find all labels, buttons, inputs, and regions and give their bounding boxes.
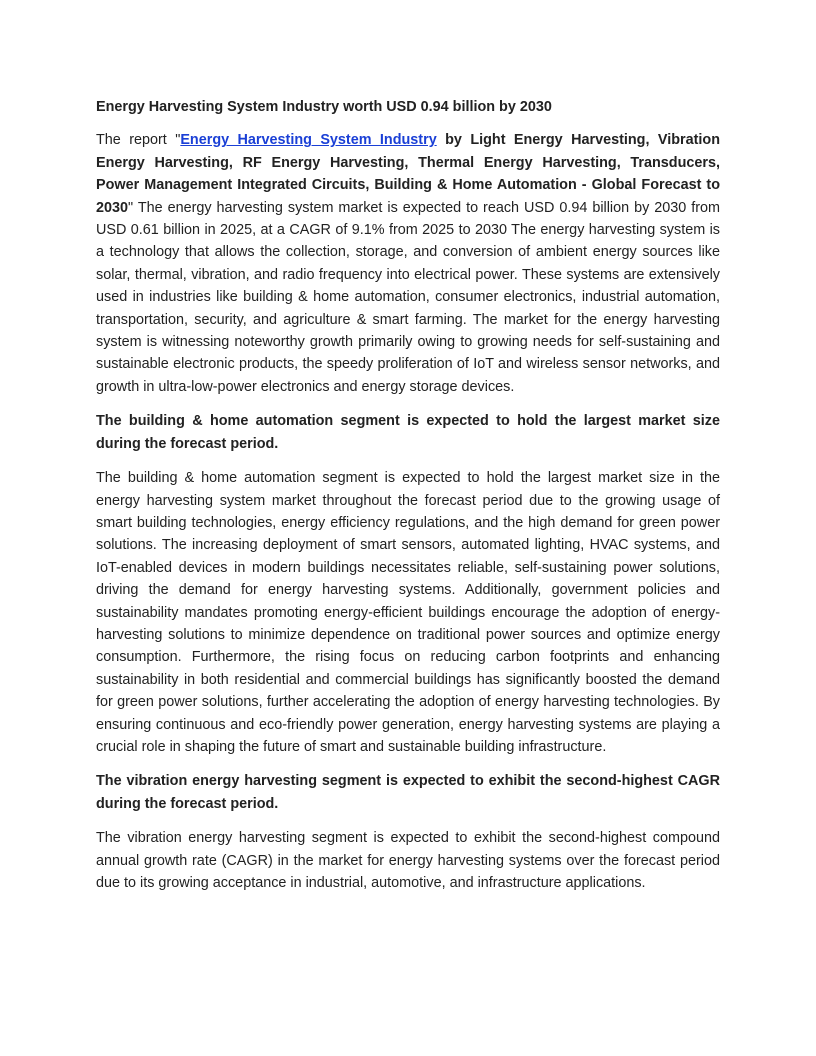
intro-body: " The energy harvesting system market is expected to reach USD 0.94 billion by 2030 from USD 0.61 billion in 2025, at a CAGR of 9.1% from 2025 to 2030 The energy harvesting system is a technology that allows the collection, storage, and conversion of ambient energy sources like solar, thermal, vibration, and radio frequency into electrical power. These systems are extensively used in industries like building & home automation, consumer electronics, industrial automation, transportation, security, and agriculture & smart farming. The market for the energy harvesting system is witnessing noteworthy growth primarily owing to growing needs for self-sustaining and sustainable electronic products, the speedy proliferation of IoT and wireless sensor networks, and growth in ultra-low-power electronics and energy storage devices. <box>96 199 720 395</box>
intro-prefix: The report " <box>96 132 181 149</box>
document-page <box>96 96 720 906</box>
intro-paragraph <box>96 129 720 398</box>
report-title-bold: by Light Energy Harvesting, Vibration Energy Harvesting, RF Energy Harvesting, Thermal Energy Harvesting, Transducers, Power Management Integrated Circuits, Building & Home Automation - Global Forecast to 2030 <box>96 132 720 216</box>
section-heading-building-automation: The building & home automation segment is expected to hold the largest market size during the forecast period. <box>96 413 720 452</box>
section-body-building-automation: The building & home automation segment is expected to hold the largest market size in the energy harvesting system market throughout the forecast period due to the growing usage of smart building technologies, energy efficiency regulations, and the high demand for green power solutions. The increasing deployment of smart sensors, automated lighting, HVAC systems, and IoT-enabled devices in modern buildings necessitates reliable, self-sustaining power solutions, driving the demand for energy harvesting systems. Additionally, government policies and sustainability mandates promoting energy-efficient buildings encourage the adoption of energy-harvesting solutions to minimize dependence on traditional power sources and optimize energy consumption. Furthermore, the rising focus on reducing carbon footprints and enhancing sustainability in both residential and commercial buildings has significantly boosted the demand for green power solutions, further accelerating the adoption of energy harvesting technologies. By ensuring continuous and eco-friendly power generation, energy harvesting systems are playing a crucial role in shaping the future of smart and sustainable building infrastructure. <box>96 470 720 755</box>
page-title: Energy Harvesting System Industry worth USD 0.94 billion by 2030 <box>96 99 552 115</box>
report-link[interactable]: Energy Harvesting System Industry <box>180 132 437 149</box>
section-body-vibration: The vibration energy harvesting segment is expected to exhibit the second-highest compound annual growth rate (CAGR) in the market for energy harvesting systems over the forecast period due to its growing acceptance in industrial, automotive, and infrastructure applications. <box>96 830 720 891</box>
section-heading-vibration: The vibration energy harvesting segment is expected to exhibit the second-highest CAGR during the forecast period. <box>96 773 720 812</box>
